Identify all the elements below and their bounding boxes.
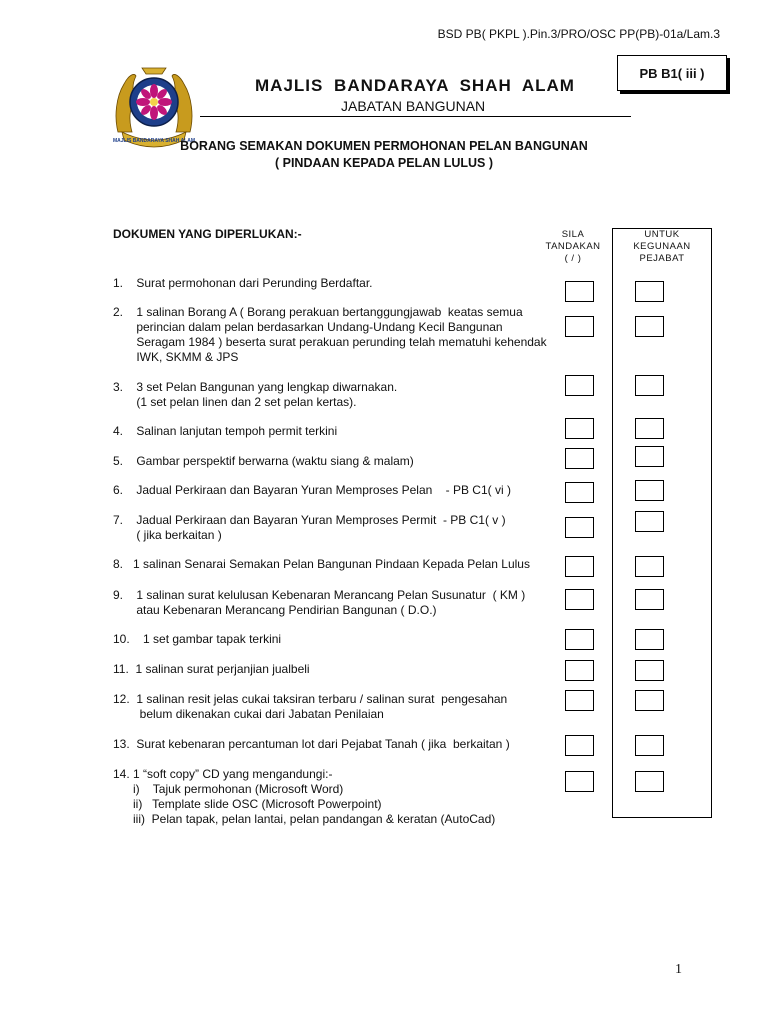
office-checkbox[interactable]	[635, 375, 664, 396]
department-name: JABATAN BANGUNAN	[341, 98, 486, 114]
tick-checkbox[interactable]	[565, 556, 594, 577]
office-checkbox[interactable]	[635, 690, 664, 711]
office-header-line: PEJABAT	[639, 253, 685, 264]
form-title: BORANG SEMAKAN DOKUMEN PERMOHONAN PELAN BANGUNAN	[180, 139, 588, 153]
document-reference: BSD PB( PKPL ).Pin.3/PRO/OSC PP(PB)-01a/Lam.3	[437, 27, 720, 41]
council-crest-logo	[112, 62, 196, 148]
office-checkbox[interactable]	[635, 418, 664, 439]
tick-checkbox[interactable]	[565, 448, 594, 469]
tick-checkbox[interactable]	[565, 735, 594, 756]
office-checkbox[interactable]	[635, 771, 664, 792]
item-line: 4. Salinan lanjutan tempoh permit terkini	[113, 424, 338, 438]
office-column-header	[613, 229, 711, 265]
form-code: PB B1( iii )	[639, 65, 705, 81]
office-checkbox[interactable]	[635, 480, 664, 501]
item-line: 5. Gambar perspektif berwarna (waktu siang & malam)	[113, 454, 414, 468]
item-line: 11. 1 salinan surat perjanjian jualbeli	[113, 662, 310, 676]
document-item	[113, 276, 373, 291]
office-checkbox[interactable]	[635, 446, 664, 467]
item-line: Seragam 1984 ) beserta surat perakuan perunding telah mematuhi kehendak	[113, 335, 547, 349]
office-checkbox[interactable]	[635, 660, 664, 681]
office-checkbox[interactable]	[635, 735, 664, 756]
item-line: 12. 1 salinan resit jelas cukai taksiran terbaru / salinan surat pengesahan	[113, 692, 508, 706]
document-item	[113, 380, 397, 410]
document-item	[113, 513, 506, 543]
document-item	[113, 737, 510, 752]
tick-checkbox[interactable]	[565, 375, 594, 396]
document-item	[113, 588, 525, 618]
item-line: 10. 1 set gambar tapak terkini	[113, 632, 282, 646]
document-item	[113, 632, 281, 647]
tick-checkbox[interactable]	[565, 418, 594, 439]
item-line: belum dikenakan cukai dari Jabatan Penilaian	[113, 707, 384, 721]
office-checkbox[interactable]	[635, 281, 664, 302]
document-item	[113, 305, 547, 365]
form-subtitle: ( PINDAAN KEPADA PELAN LULUS )	[274, 156, 494, 170]
office-checkbox[interactable]	[635, 511, 664, 532]
form-code-box	[617, 55, 727, 91]
tick-header-line: ( / )	[564, 253, 582, 264]
page-number: 1	[675, 962, 682, 977]
tick-checkbox[interactable]	[565, 281, 594, 302]
tick-checkbox[interactable]	[565, 660, 594, 681]
item-line: 2. 1 salinan Borang A ( Borang perakuan bertanggungjawab keatas semua	[113, 305, 523, 319]
item-line: i) Tajuk permohonan (Microsoft Word)	[113, 782, 344, 796]
tick-header-line: TANDAKAN	[545, 241, 601, 252]
item-line: perincian dalam pelan berdasarkan Undang-Undang Kecil Bangunan	[113, 320, 503, 334]
document-item	[113, 483, 511, 498]
item-line: atau Kebenaran Merancang Pendirian Bangunan ( D.O.)	[113, 603, 437, 617]
tick-checkbox[interactable]	[565, 517, 594, 538]
office-checkbox[interactable]	[635, 589, 664, 610]
office-checkbox[interactable]	[635, 629, 664, 650]
tick-checkbox[interactable]	[565, 482, 594, 503]
office-header-line: KEGUNAAN	[633, 241, 691, 252]
organization-name: MAJLIS BANDARAYA SHAH ALAM	[255, 76, 575, 95]
document-item	[113, 557, 530, 572]
document-item	[113, 692, 507, 722]
item-line: 13. Surat kebenaran percantuman lot dari Pejabat Tanah ( jika berkaitan )	[113, 737, 510, 751]
logo-caption: MAJLIS BANDARAYA SHAH ALAM	[112, 138, 196, 144]
tick-checkbox[interactable]	[565, 771, 594, 792]
item-line: 3. 3 set Pelan Bangunan yang lengkap diwarnakan.	[113, 380, 398, 394]
item-line: 6. Jadual Perkiraan dan Bayaran Yuran Memproses Pelan - PB C1( vi )	[113, 483, 511, 497]
office-checkbox[interactable]	[635, 556, 664, 577]
item-line: ( jika berkaitan )	[113, 528, 222, 542]
item-line: 8. 1 salinan Senarai Semakan Pelan Bangunan Pindaan Kepada Pelan Lulus	[113, 557, 530, 571]
office-checkbox[interactable]	[635, 316, 664, 337]
item-line: ii) Template slide OSC (Microsoft Powerpoint)	[113, 797, 382, 811]
item-line: 1. Surat permohonan dari Perunding Berdaftar.	[113, 276, 373, 290]
tick-header-line: SILA	[561, 229, 585, 240]
document-item	[113, 662, 310, 677]
item-line: 9. 1 salinan surat kelulusan Kebenaran Merancang Pelan Susunatur ( KM )	[113, 588, 526, 602]
item-line: (1 set pelan linen dan 2 set pelan kertas).	[113, 395, 357, 409]
tick-checkbox[interactable]	[565, 690, 594, 711]
tick-checkbox[interactable]	[565, 316, 594, 337]
office-header-line: UNTUK	[644, 229, 680, 240]
document-item	[113, 424, 337, 439]
tick-checkbox[interactable]	[565, 589, 594, 610]
tick-column-header	[536, 229, 610, 265]
header-divider	[200, 116, 631, 117]
documents-heading: DOKUMEN YANG DIPERLUKAN:-	[113, 227, 302, 241]
item-line: 7. Jadual Perkiraan dan Bayaran Yuran Memproses Permit - PB C1( v )	[113, 513, 506, 527]
item-line: 14. 1 “soft copy” CD yang mengandungi:-	[113, 767, 333, 781]
document-item	[113, 767, 495, 827]
item-line: IWK, SKMM & JPS	[113, 350, 239, 364]
tick-checkbox[interactable]	[565, 629, 594, 650]
document-item	[113, 454, 414, 469]
item-line: iii) Pelan tapak, pelan lantai, pelan pandangan & keratan (AutoCad)	[113, 812, 496, 826]
